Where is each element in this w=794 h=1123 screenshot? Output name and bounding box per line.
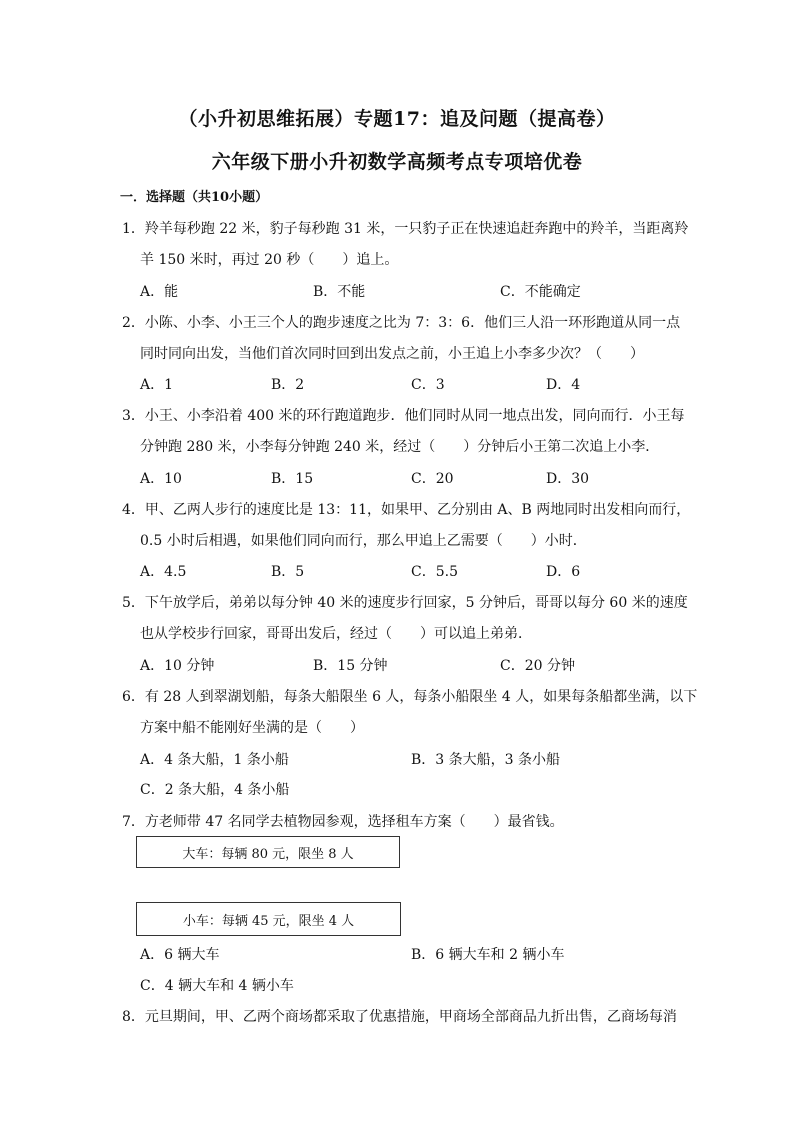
question-5-option-b: B．15 分钟 (313, 658, 388, 674)
question-6-line-1: 6．有 28 人到翠湖划船，每条大船限坐 6 人，每条小船限坐 4 人，如果每条船都坐满，以下 (122, 689, 698, 705)
question-4-option-a: A．4.5 (140, 564, 187, 580)
question-3-line-1: 3．小王、小李沿着 400 米的环行跑道跑步．他们同时从同一地点出发，同向而行．小王每 (122, 408, 685, 424)
question-2-option-c: C．3 (411, 377, 445, 393)
question-4-line-1: 4．甲、乙两人步行的速度比是 13：11，如果甲、乙分别由 A、B 两地同时出发相向而行， (122, 502, 691, 518)
question-1-option-b: B．不能 (313, 284, 366, 300)
question-6-line-2: 方案中船不能刚好坐满的是（ ） (140, 720, 364, 736)
question-3-option-d: D．30 (546, 471, 590, 487)
question-5-option-a: A．10 分钟 (140, 658, 215, 674)
question-7-option-c: C．4 辆大车和 4 辆小车 (140, 978, 294, 994)
question-4-line-2: 0.5 小时后相遇，如果他们同向而行，那么甲追上乙需要（ ）小时． (140, 533, 587, 549)
small-bus-info-box (136, 902, 401, 936)
question-5-option-c: C．20 分钟 (500, 658, 575, 674)
question-1-line-1: 1．羚羊每秒跑 22 米，豹子每秒跑 31 米，一只豹子正在快速追赶奔跑中的羚羊，当距离羚 (122, 221, 689, 237)
question-8-line-1: 8．元旦期间，甲、乙两个商场都采取了优惠措施，甲商场全部商品九折出售，乙商场每消 (122, 1009, 677, 1025)
question-4-option-b: B．5 (271, 564, 305, 580)
question-3-option-c: C．20 (411, 471, 454, 487)
question-4-option-d: D．6 (546, 564, 581, 580)
section-heading: 一．选择题（共10小题） (120, 190, 269, 205)
question-3-option-a: A．10 (140, 471, 182, 487)
question-2-line-2: 同时同向出发，当他们首次同时回到出发点之前，小王追上小李多少次？（ ） (140, 346, 644, 362)
page-subtitle: 六年级下册小升初数学高频考点专项培优卷 (211, 151, 583, 173)
large-bus-info-box (136, 836, 400, 868)
question-2-option-d: D．4 (546, 377, 581, 393)
question-7-line-1: 7．方老师带 47 名同学去植物园参观，选择租车方案（ ）最省钱。 (122, 814, 564, 830)
page-title: （小升初思维拓展）专题17：追及问题（提高卷） (178, 108, 616, 130)
question-1-option-c: C．不能确定 (500, 284, 581, 300)
question-6-option-c: C．2 条大船，4 条小船 (140, 782, 290, 798)
question-6-option-a: A．4 条大船，1 条小船 (140, 752, 289, 768)
question-4-option-c: C．5.5 (411, 564, 458, 580)
question-5-line-2: 也从学校步行回家，哥哥出发后，经过（ ）可以追上弟弟． (140, 626, 532, 642)
large-bus-info-text: 大车：每辆 80 元，限坐 8 人 (182, 846, 354, 862)
question-5-line-1: 5．下午放学后，弟弟以每分钟 40 米的速度步行回家，5 分钟后，哥哥以每分 60 米的速度 (122, 595, 688, 611)
question-1-line-2: 羊 150 米时，再过 20 秒（ ）追上。 (140, 252, 399, 268)
question-7-option-b: B．6 辆大车和 2 辆小车 (411, 947, 565, 963)
question-6-option-b: B．3 条大船，3 条小船 (411, 752, 561, 768)
question-2-option-a: A．1 (140, 377, 174, 393)
question-7-option-a: A．6 辆大车 (140, 947, 220, 963)
question-2-line-1: 2．小陈、小李、小王三个人的跑步速度之比为 7：3：6．他们三人沿一环形跑道从同一点 (122, 315, 681, 331)
question-3-option-b: B．15 (271, 471, 314, 487)
question-2-option-b: B．2 (271, 377, 305, 393)
question-1-option-a: A．能 (140, 284, 179, 300)
small-bus-info-text: 小车：每辆 45 元，限坐 4 人 (182, 913, 355, 929)
question-3-line-2: 分钟跑 280 米，小李每分钟跑 240 米，经过（ ）分钟后小王第二次追上小李． (140, 439, 660, 455)
